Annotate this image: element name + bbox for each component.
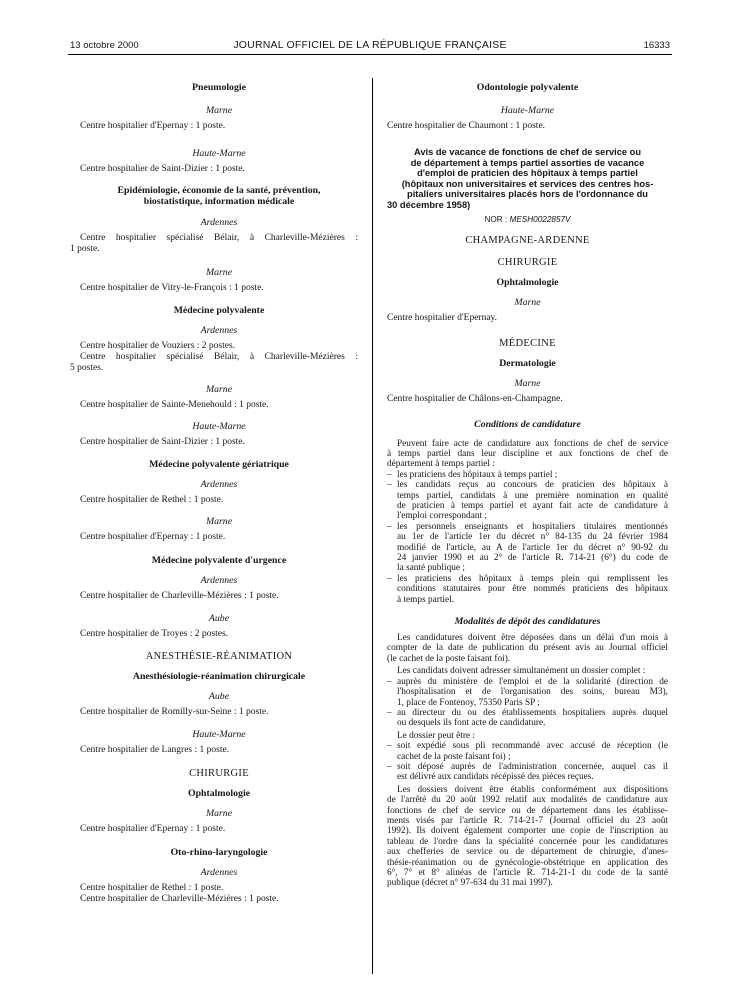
section-heading: MÉDECINE [499,337,556,349]
department-heading: Marne [514,377,541,389]
text-line: Le dossier peut être : [397,730,475,741]
text-line: l'emploi correspondant ; [397,511,487,522]
text-line: au directeur du ou des établissements hospitaliers auprès duquel [397,707,668,718]
text-line: de praticien à temps partiel et ayant fait acte de candidature à [397,501,668,511]
post-line: Centre hospitalier de Chaumont : 1 poste. [387,121,546,131]
post-line: Centre hospitalier de Troyes : 2 postes. [80,629,229,639]
notice-title-line: de département à temps partiel assorties de vacance [410,157,645,168]
list-item: – soit expédié sous pli recommandé avec accusé de réception (le cachet de la poste faisant foi) ; [387,741,668,762]
post-line: Centre hospitalier de Charleville-Mézières : 1 poste. [80,591,279,601]
department-heading: Marne [205,267,233,278]
specialty-heading: Epidémiologie, économie de la santé, prévention, [117,185,321,196]
text-line: département à temps partiel : [387,459,495,470]
right-column [387,82,668,889]
text-line: 1, place de Fontenoy, 75350 Paris SP ; [397,697,540,708]
post-line: Centre hospitalier d'Epernay : 1 poste. [80,121,226,131]
modalites-list [387,741,668,783]
nor-reference [387,215,668,224]
department-heading: Marne [205,516,233,527]
department-heading: Ardennes [200,217,238,228]
text-line: à temps partiel dans leur discipline et aux fonctions de chef de [387,448,668,459]
notice-title-line: d'emploi de praticien des hôpitaux à temps partiel [417,168,638,179]
conditions-heading: Conditions de candidature [474,418,581,430]
text-line: thésie-réanimation ou de gynécologie-obstétrique en application des [387,857,668,868]
text-line: Les candidatures doivent être déposées dans un délai d'un mois à [397,633,668,644]
list-item: – au directeur du ou des établissements hospitaliers auprès duquel ou desquels ils font acte de candidature. [387,707,668,729]
section-heading: ANESTHÉSIE-RÉANIMATION [145,651,293,662]
nor-label: NOR : [484,214,508,224]
department-heading: Aube [208,613,230,624]
page-number: 16333 [643,40,670,51]
modalites-paragraph [387,785,668,889]
notice-title-line: pitaliers universitaires placés hors de l'ordonnance du [407,189,648,200]
text-line: est délivré aux candidats récépissé des pièces reçues. [397,772,594,783]
department-heading: Haute-Marne [192,148,246,159]
department-heading: Ardennes [200,867,238,878]
text-line: 1992). Ils doivent également comporter une copie de l'inscription au [387,826,668,837]
department-heading: Ardennes [200,575,238,586]
specialty-heading: Anesthésiologie-réanimation chirurgicale [132,671,306,682]
modalites-heading: Modalités de dépôt des candidatures [454,616,601,628]
conditions-intro [387,439,668,470]
region-heading: CHAMPAGNE-ARDENNE [465,234,590,246]
post-line: Centre hospitalier d'Epernay : 1 poste. [80,532,226,542]
text-line: (le cachet de la poste faisant foi). [387,653,511,664]
text-line: soit déposé auprès de l'administration concernée, auquel cas il [397,761,668,772]
list-item: – les candidats reçus au concours de praticien des hôpitaux à temps partiel, candidats à une première nomination en qualité de praticien à temps partiel et ayant fait acte de candidature à l'emploi correspondant ; [387,480,668,522]
text-line: les candidats reçus au concours de praticien des hôpitaux à [397,480,668,491]
text-line: les praticiens des hôpitaux à temps plein qui remplissent les [397,573,668,584]
specialty-heading: Ophtalmologie [496,276,559,288]
list-item: – les praticiens des hôpitaux à temps plein qui remplissent les conditions statutaires pour être nommés praticiens des hôpitaux à temps partiel. [387,573,668,605]
specialty-heading: Odontologie polyvalente [476,82,579,93]
department-heading: Marne [205,808,233,819]
post-line: Centre hospitalier spécialisé Bélair, à Charleville-Mézières : [80,352,358,362]
post-line: Centre hospitalier de Vouziers : 2 postes. [80,341,236,351]
text-line: publique (décret n° 97-634 du 31 mai 1997). [387,878,553,889]
text-line: ments visés par l'article R. 714-21-7 (Journal officiel du 23 août [387,815,668,826]
specialty-heading: Médecine polyvalente [173,305,265,316]
post-line: Centre hospitalier de Rethel : 1 poste. [80,495,224,505]
text-line: compter de la date de publication du présent avis au Journal officiel [387,643,668,654]
text-line: aux chefferies de service ou de département de chirurgie, d'anes- [387,847,668,858]
notice-title-line: Avis de vacance de fonctions de chef de service ou [414,147,641,157]
modalites-paragraph [387,731,668,741]
text-line: au 1er de l'article 1er du décret n° 84-135 du 24 février 1984 [397,532,668,543]
specialty-heading: Dermatologie [499,357,556,369]
notice-title-line: 30 décembre 1958) [387,199,471,210]
left-column [70,82,358,905]
department-heading: Haute-Marne [192,729,246,740]
text-line: soit expédié sous pli recommandé avec accusé de réception (le [397,741,668,752]
text-line: modifié de l'article, au A de l'article 1er du décret n° 90-92 du [397,542,668,553]
modalites-paragraph [387,633,668,664]
text-line: les personnels enseignants et hospitaliers titulaires mentionnés [397,521,668,532]
text-line: auprès du ministère de l'emploi et de la solidarité (direction de [397,676,668,687]
text-line: tableau de l'ordre dans la spécialité concernée pour les candidatures [387,836,668,847]
post-line: Centre hospitalier de Charleville-Mézières : 1 poste. [80,894,279,904]
text-line: Les candidats doivent adresser simultanément un dossier complet : [397,666,646,677]
department-heading: Marne [514,296,541,308]
notice-title [387,147,668,211]
text-line: l'hospitalisation et de l'organisation des soins, bureau M3), [397,687,668,698]
list-item: – les personnels enseignants et hospitaliers titulaires mentionnés au 1er de l'article 1er du décret n° 84-135 du 24 février 1984 modifié de l'article, au A de l'article 1er du décret n° 90-92 du 24 janvier 1990 et au 2° de l'article R. 714-21 (6°) du code de la santé publique ; [387,521,668,574]
post-line: Centre hospitalier de Rethel : 1 poste. [80,883,224,893]
post-line: Centre hospitalier d'Epernay. [387,312,498,323]
modalites-paragraph [387,666,668,676]
specialty-heading: Médecine polyvalente gériatrique [149,459,289,470]
text-line: les praticiens des hôpitaux à temps partiel ; [397,469,558,480]
text-line: Peuvent faire acte de candidature aux fonctions de chef de service [397,438,668,449]
post-line: Centre hospitalier de Vitry-le-François : 1 poste. [80,283,264,293]
list-item: – les praticiens des hôpitaux à temps partiel ; [387,470,668,480]
post-line: Centre hospitalier de Langres : 1 poste. [80,745,230,755]
text-line: ou desquels ils font acte de candidature. [397,718,546,729]
issue-date: 13 octobre 2000 [70,40,139,51]
specialty-heading: Pneumologie [192,82,246,93]
department-heading: Haute-Marne [500,105,555,116]
text-line: conditions statutaires pour être nommés praticiens des hôpitaux [397,584,668,595]
section-heading: CHIRURGIE [189,768,249,779]
text-line: 24 janvier 1990 et au 2° de l'article R. 714-21 (6°) du code de [397,553,668,564]
specialty-heading: biostatistique, information médicale [143,196,295,207]
conditions-list [387,470,668,605]
nor-code: MESH0022857V [509,214,571,224]
post-line: Centre hospitalier de Sainte-Menehould : 1 poste. [80,400,269,410]
text-line: de l'arrêté du 20 août 1992 relatif aux modalités de candidature aux [387,795,668,806]
notice-title-line: (hôpitaux non universitaires et services des centres hos- [401,178,654,189]
text-line: à temps partiel. [397,594,455,605]
list-item: – auprès du ministère de l'emploi et de la solidarité (direction de l'hospitalisation et de l'organisation des soins, bureau M3), 1, place de Fontenoy, 75350 Paris SP ; [387,676,668,708]
journal-title: JOURNAL OFFICIEL DE LA RÉPUBLIQUE FRANÇAISE [233,39,507,51]
post-line: Centre hospitalier de Saint-Dizier : 1 poste. [80,164,245,174]
department-heading: Marne [205,105,233,116]
list-item: – soit déposé auprès de l'administration concernée, auquel cas il est délivré aux candidats récépissé des pièces reçues. [387,761,668,783]
post-line: Centre hospitalier de Châlons-en-Champagne. [387,393,563,404]
department-heading: Haute-Marne [192,421,246,432]
post-line: 1 poste. [70,244,100,254]
page-header [70,38,670,54]
specialty-heading: Médecine polyvalente d'urgence [151,555,287,566]
post-line: Centre hospitalier spécialisé Bélair, à Charleville-Mézières : [80,233,358,243]
text-line: temps partiel, candidats à une première nomination en qualité [397,490,668,501]
post-line: Centre hospitalier d'Epernay : 1 poste. [80,824,226,834]
column-divider [372,78,373,974]
department-heading: Ardennes [200,479,238,490]
text-line: la santé publique ; [397,563,465,574]
text-line: Les dossiers doivent être établis conformément aux dispositions [397,784,668,795]
section-heading: CHIRURGIE [497,256,558,268]
text-line: 6°, 7° et 8° alinéas de l'article R. 714-21-1 du code de la santé [387,868,668,878]
specialty-heading: Oto-rhino-laryngologie [170,847,268,858]
department-heading: Marne [205,384,233,395]
specialty-heading: Ophtalmologie [187,788,251,799]
post-line: 5 postes. [70,363,104,373]
post-line: Centre hospitalier de Romilly-sur-Seine : 1 poste. [80,707,269,717]
text-line: fonctions de chef de service ou de département dans les établisse- [387,805,668,816]
header-rule [68,54,672,55]
post-line: Centre hospitalier de Saint-Dizier : 1 poste. [80,437,245,447]
department-heading: Ardennes [200,325,238,336]
modalites-list [387,677,668,729]
department-heading: Aube [208,691,230,702]
text-line: cachet de la poste faisant foi) ; [397,751,511,762]
